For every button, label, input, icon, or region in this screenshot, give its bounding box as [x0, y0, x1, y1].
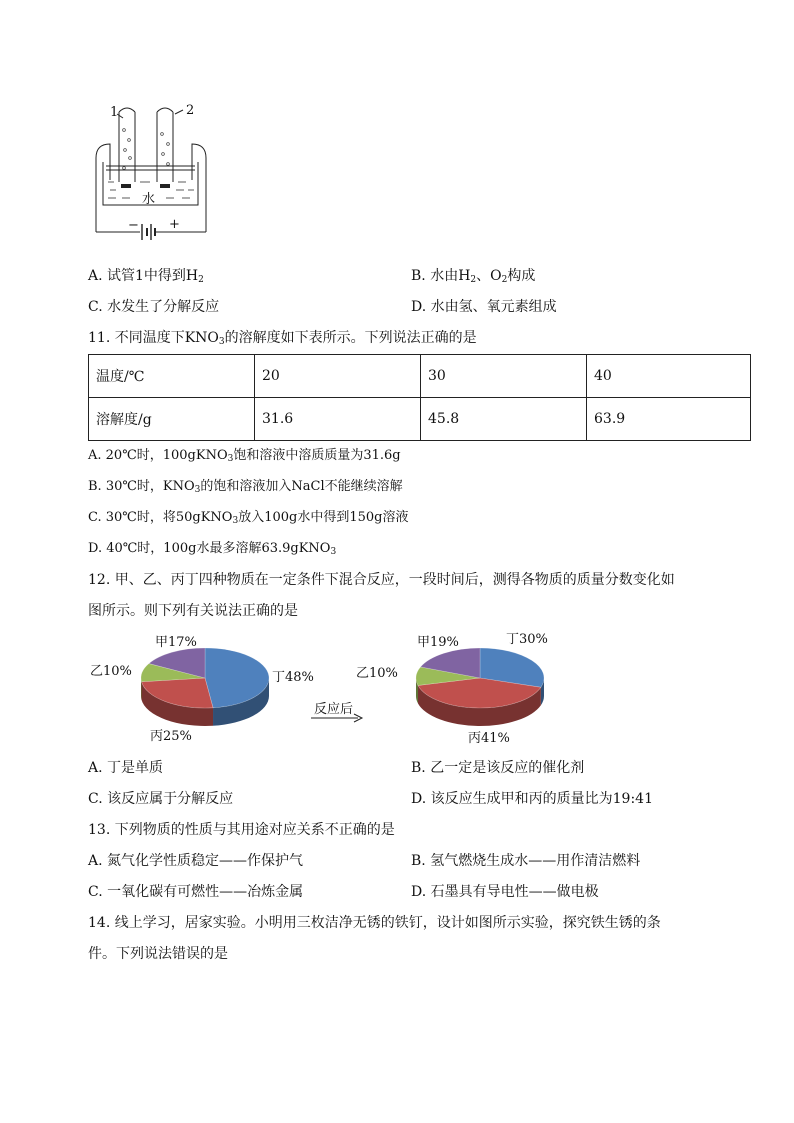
- q11-option-a: A. 20℃时，100gKNO$_3$饱和溶液中溶质质量为31.6g: [88, 448, 401, 464]
- q14-stem-line1: 14. 线上学习，居家实验。小明用三枚洁净无锈的铁钉，设计如图所示实验，探究铁生锈的条: [88, 915, 661, 931]
- water-label: 水: [142, 192, 156, 207]
- table-row: [89, 398, 751, 441]
- q12-option-b: B. 乙一定是该反应的催化剂: [411, 760, 585, 776]
- table-cell: 31.6: [255, 398, 421, 441]
- electrolysis-figure: [86, 100, 216, 255]
- solubility-table: [88, 354, 751, 441]
- q12-stem-line1: 12. 甲、乙、丙丁四种物质在一定条件下混合反应，一段时间后，测得各物质的质量分数变化如: [88, 572, 675, 588]
- arrow-icon: [310, 713, 364, 723]
- q11-stem: 11. 不同温度下$KNO_3$的溶解度如下表所示。下列说法正确的是: [88, 330, 477, 347]
- q13-option-c: C. 一氧化碳有可燃性——冶炼金属: [88, 884, 304, 900]
- pie-after-label-bing: 丙41%: [468, 731, 510, 746]
- table-cell: 20: [255, 355, 421, 398]
- pie-after-label-jia: 甲19%: [417, 635, 459, 650]
- q10-option-d: D. 水由氢、氧元素组成: [411, 299, 557, 315]
- pie-before-label-ding: 丁48%: [272, 670, 314, 685]
- q12-stem-line2: 图所示。则下列有关说法正确的是: [88, 603, 298, 619]
- arrow-label: 反应后: [314, 702, 354, 717]
- negative-label: −: [128, 218, 139, 233]
- table-row: [89, 355, 751, 398]
- table-cell: 30: [421, 355, 587, 398]
- table-cell: 45.8: [421, 398, 587, 441]
- q12-option-c: C. 该反应属于分解反应: [88, 791, 234, 807]
- q10-option-a: A. 试管1中得到$H_2$: [88, 268, 204, 285]
- tube2-label: 2: [186, 103, 195, 118]
- q11-option-b: B. 30℃时，$KNO_3$的饱和溶液加入NaCl不能继续溶解: [88, 479, 403, 495]
- table-cell: 溶解度/g: [89, 398, 255, 441]
- q11-option-c: C. 30℃时，将50gKNO$_3$放入100g水中得到150g溶液: [88, 510, 409, 526]
- q10-option-b: B. 水由$H_2$、$O_2$构成: [411, 268, 536, 285]
- tube1-label: 1: [110, 105, 119, 120]
- table-cell: 63.9: [587, 398, 751, 441]
- table-cell: 温度/℃: [89, 355, 255, 398]
- pie-chart-before: [130, 640, 280, 735]
- q13-stem: 13. 下列物质的性质与其用途对应关系不正确的是: [88, 822, 395, 838]
- pie-before-label-jia: 甲17%: [155, 635, 197, 650]
- pie-before-label-bing: 丙25%: [150, 729, 192, 744]
- q13-option-b: B. 氢气燃烧生成水——用作清洁燃料: [411, 853, 641, 869]
- q14-stem-line2: 件。下列说法错误的是: [88, 946, 228, 962]
- q10-option-c: C. 水发生了分解反应: [88, 299, 220, 315]
- electrolysis-diagram: [86, 100, 216, 255]
- q12-option-a: A. 丁是单质: [88, 760, 164, 776]
- q12-option-d: D. 该反应生成甲和丙的质量比为19:41: [411, 791, 653, 807]
- positive-label: +: [169, 217, 180, 232]
- q11-option-d: D. 40℃时，100g水最多溶解63.9gKNO$_3$: [88, 541, 337, 557]
- pie-after-label-ding: 丁30%: [506, 632, 548, 647]
- table-cell: 40: [587, 355, 751, 398]
- pie-chart-after: [405, 640, 555, 735]
- pie-after-label-yi: 乙10%: [356, 666, 398, 681]
- q13-option-a: A. 氮气化学性质稳定——作保护气: [88, 853, 304, 869]
- q13-option-d: D. 石墨具有导电性——做电极: [411, 884, 599, 900]
- pie-before-label-yi: 乙10%: [90, 664, 132, 679]
